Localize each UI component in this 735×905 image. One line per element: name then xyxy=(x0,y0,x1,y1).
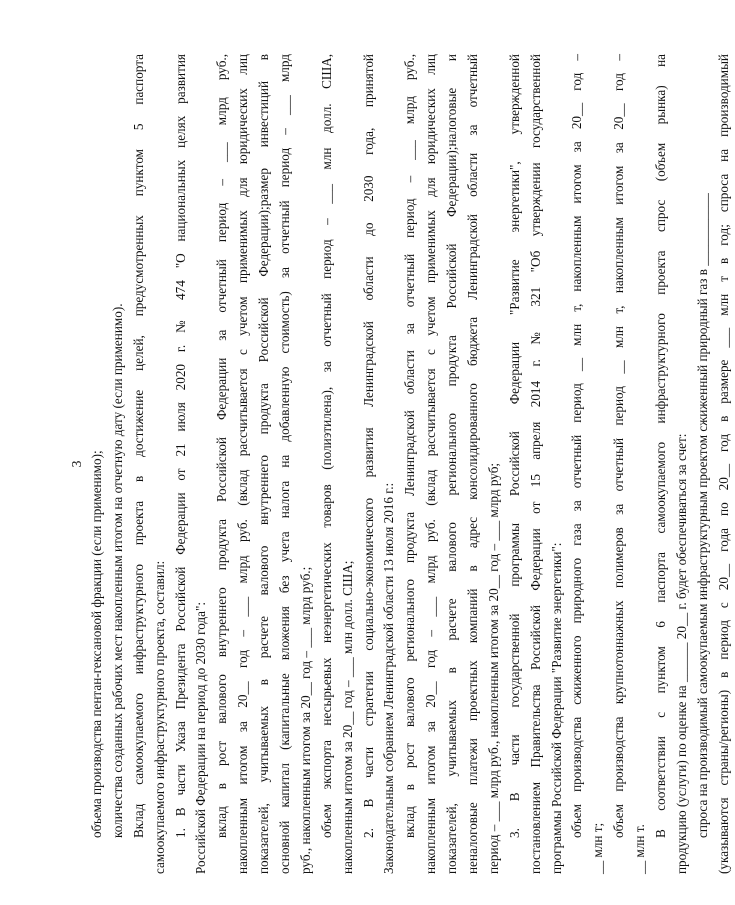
text-line: накопленным итогом за 20__ год – ___ млрд руб. (вклад рассчитывается с учетом применимых для юридических лиц xyxy=(423,54,439,874)
text-line: период – ___ млрд руб., накопленным итогом за 20__ год – ___ млрд руб; xyxy=(485,462,501,874)
text-line: В соответствии с пунктом 6 паспорта самоокупаемого инфраструктурного проекта спрос (объем рынка) на xyxy=(653,54,669,838)
text-line: руб., накопленным итогом за 20__ год – ___ млрд руб.; xyxy=(297,566,313,874)
text-line: Законодательным собранием Ленинградской области 13 июля 2016 г.: xyxy=(381,482,397,874)
text-line: спроса на производимый самоокупаемым инфраструктурным проектом сжиженный природный газ в ___________ xyxy=(694,193,710,838)
text-line: неналоговые платежи проектных компаний в адрес консолидированного бюджета Ленинградской области за отчетный xyxy=(465,54,481,874)
text-line: продукцию (услуги) по оценке на ______ 20__ г. будет обеспечиваться за счет: xyxy=(673,433,689,874)
text-line: объем производства крупнотоннажных полимеров за отчетный период __ млн т, накопленным итогом за 20__ год – xyxy=(611,54,627,838)
text-line: объем производства сжиженного природного газа за отчетный период __ млн т, накопленным итогом за 20__ год – xyxy=(569,54,585,838)
text-line: Российской Федерации на период до 2030 года": xyxy=(193,601,209,874)
text-line: Вклад самоокупаемого инфраструктурного проекта в достижение целей, предусмотренных пунктом 5 паспорта xyxy=(130,54,146,838)
text-line: 1. В части Указа Президента Российской Федерации от 21 июля 2020 г. № 474 "О национальных целях развития xyxy=(172,54,188,838)
text-line: основной капитал (капитальные вложения без учета налога на добавленную стоимость) за отчетный период – ___ млрд xyxy=(277,54,293,874)
text-line: показателей, учитываемых в расчете валового внутреннего продукта Российской Федерации);размер инвестиций в xyxy=(256,54,272,874)
text-line: накопленным итогом за 20__ год – ___ млн долл. США; xyxy=(339,560,355,874)
text-line: объем экспорта несырьевых неэнергетических товаров (полиэтилена), за отчетный период – ___ млн долл. США, xyxy=(318,54,334,838)
text-line: постановлением Правительства Российской Федерации от 15 апреля 2014 г. № 321 "Об утверждении государственной xyxy=(527,54,543,874)
text-line: вклад в рост валового внутреннего продукта Российской Федерации за отчетный период – ___ млрд руб., xyxy=(214,54,230,838)
document-body xyxy=(87,54,735,874)
text-line: накопленным итогом за 20__ год – ___ млрд руб. (вклад рассчитывается с учетом применимых для юридических лиц xyxy=(235,54,251,874)
page-number: 3 xyxy=(69,460,84,468)
text-line: вклад в рост валового регионального продукта Ленинградской области за отчетный период – ___ млрд руб., xyxy=(402,54,418,838)
rotated-text-block xyxy=(69,54,731,874)
text-line: количества созданных рабочих мест накопленным итогом на отчетную дату (если применимо). xyxy=(109,303,125,838)
text-line: __ млн т; xyxy=(590,822,606,874)
text-line: показателей, учитываемых в расчете валового регионального продукта Российской Федерации);налоговые и xyxy=(444,54,460,874)
text-line: __ млн т. xyxy=(632,824,648,874)
text-line: 3. В части государственной программы Российской Федерации "Развитие энергетики", утвержденной xyxy=(506,54,522,838)
text-line: объема производства пентан-гексановой фракции (если применимо); xyxy=(89,450,104,838)
text-line: программы Российской Федерации "Развитие энергетики": xyxy=(548,542,564,874)
text-line: самоокупаемого инфраструктурного проекта, составил: xyxy=(151,560,167,874)
text-line: 2. В части стратегии социально-экономического развития Ленинградской области до 2030 года, принятой xyxy=(360,54,376,838)
text-line: (указываются страны/регионы) в период с 20__ года по 20__ год в размере ___ млн т в год; спроса на производимый xyxy=(715,54,731,874)
